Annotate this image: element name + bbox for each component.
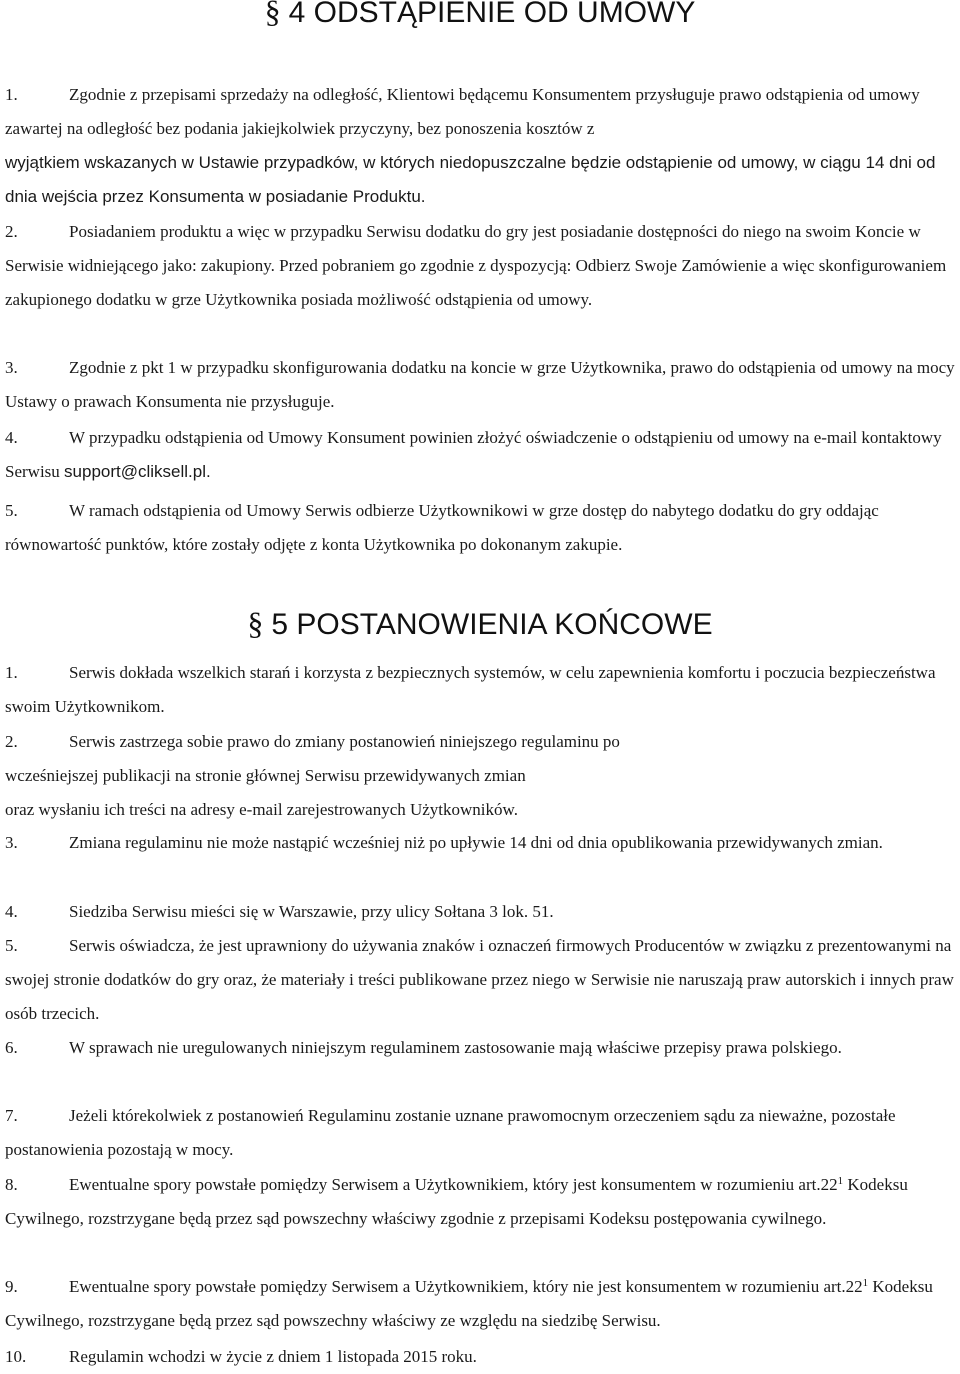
section-4-title: 4 ODSTĄPIENIE OD UMOWY (288, 0, 696, 29)
section-4-heading (0, 0, 960, 30)
clause-text-line-2: wcześniejszej publikacji na stronie głównej Serwisu przewidywanych zmian (5, 766, 526, 785)
clause-number: 8. (5, 1175, 18, 1194)
clause-text: Regulamin wchodzi w życie z dniem 1 listopada 2015 roku. (69, 1347, 477, 1366)
clause-number: 5. (5, 501, 18, 520)
clause-text: W sprawach nie uregulowanych niniejszym regulaminem zastosowanie mają właściwe przepisy prawa polskiego. (69, 1038, 842, 1057)
clause-text: Siedziba Serwisu mieści się w Warszawie, przy ulicy Sołtana 3 lok. 51. (69, 902, 554, 921)
clause-text: Ewentualne spory powstałe pomiędzy Serwisem a Użytkownikiem, który nie jest konsumentem w rozumieniu art.22 (69, 1277, 863, 1296)
clause-text: Zgodnie z przepisami sprzedaży na odległość, Klientowi będącemu Konsumentem przysługuje prawo odstąpienia od umowy zawartej na odległość bez podania jakiejkolwiek przyczyny, bez ponoszenia kosztów z (5, 85, 920, 138)
clause-number: 3. (5, 833, 18, 852)
clause-5-2 (5, 725, 955, 827)
clause-number: 1. (5, 85, 18, 104)
clause-text-line-3: oraz wysłaniu ich treści na adresy e-mail zarejestrowanych Użytkowników. (5, 800, 518, 819)
clause-text: W przypadku odstąpienia od Umowy Konsument powinien złożyć oświadczenie o odstąpieniu od umowy na e-mail kontaktowy Serwisu (5, 428, 942, 481)
clause-4-2 (5, 215, 955, 317)
clause-text: Posiadaniem produktu a więc w przypadku Serwisu dodatku do gry jest posiadanie dostępności do niego na swoim Koncie w Serwisie widniejącego jako: zakupiony. Przed pobraniem go zgodnie z dyspozycją: Odbierz Swoje Zamówienie a więc skonfigurowaniem zakupionego dodatku w grze Użytkownika posiada możliwość odstąpienia od umowy. (5, 222, 947, 309)
support-email: support@cliksell.pl. (64, 462, 211, 481)
superscript-marker: 1 (862, 1277, 869, 1289)
clause-text: Zgodnie z pkt 1 w przypadku skonfigurowania dodatku na koncie w grze Użytkownika, prawo do odstąpienia od umowy na mocy Ustawy o prawach Konsumenta nie przysługuje. (5, 358, 955, 411)
clause-number: 4. (5, 428, 18, 447)
section-5-heading (0, 606, 960, 642)
clause-5-3 (5, 826, 955, 860)
clause-5-5 (5, 929, 955, 1031)
clause-text-line-1: Serwis zastrzega sobie prawo do zmiany postanowień niniejszego regulaminu po (69, 732, 620, 751)
clause-number: 7. (5, 1106, 18, 1125)
clause-5-8 (5, 1168, 955, 1236)
clause-text-continued: Kodeksu Cywilnego, rozstrzygane będą przez sąd powszechny właściwy ze względu na siedzibę Serwisu. (5, 1277, 933, 1330)
clause-number: 4. (5, 902, 18, 921)
clause-5-9 (5, 1270, 955, 1338)
clause-text: Ewentualne spory powstałe pomiędzy Serwisem a Użytkownikiem, który jest konsumentem w rozumieniu art.22 (69, 1175, 838, 1194)
clause-5-6 (5, 1031, 955, 1065)
clause-5-1 (5, 656, 955, 724)
clause-4-5 (5, 494, 955, 562)
section-symbol: § (264, 0, 281, 29)
clause-4-1 (5, 78, 955, 214)
clause-5-10 (5, 1340, 955, 1374)
clause-4-3 (5, 351, 955, 419)
clause-text: Serwis dokłada wszelkich starań i korzysta z bezpiecznych systemów, w celu zapewnienia komfortu i poczucia bezpieczeństwa swoim Użytkownikom. (5, 663, 936, 716)
section-5-title: 5 POSTANOWIENIA KOŃCOWE (271, 608, 713, 641)
clause-5-7 (5, 1099, 955, 1167)
clause-text: W ramach odstąpienia od Umowy Serwis odbierze Użytkownikowi w grze dostęp do nabytego dodatku do gry oddając równowartość punktów, które zostały odjęte z konta Użytkownika po dokonanym zakupie. (5, 501, 879, 554)
clause-number: 2. (5, 732, 18, 751)
clause-number: 9. (5, 1277, 18, 1296)
clause-number: 6. (5, 1038, 18, 1057)
clause-5-4 (5, 895, 955, 929)
clause-number: 10. (5, 1347, 27, 1366)
clause-text: Zmiana regulaminu nie może nastąpić wcześniej niż po upływie 14 dni od dnia opublikowania przewidywanych zmian. (69, 833, 883, 852)
clause-number: 1. (5, 663, 18, 682)
clause-text: Serwis oświadcza, że jest uprawniony do używania znaków i oznaczeń firmowych Producentów w związku z prezentowanymi na swojej stronie dodatków do gry oraz, że materiały i treści publikowane przez niego w Serwisie nie naruszają praw autorskich i innych praw osób trzecich. (5, 936, 954, 1023)
superscript-marker: 1 (837, 1175, 844, 1187)
section-symbol: § (247, 605, 264, 641)
clause-4-4 (5, 421, 955, 489)
clause-text: Jeżeli którekolwiek z postanowień Regulaminu zostanie uznane prawomocnym orzeczeniem sądu za nieważne, pozostałe postanowienia pozostają w mocy. (5, 1106, 896, 1159)
clause-number: 3. (5, 358, 18, 377)
clause-number: 5. (5, 936, 18, 955)
clause-number: 2. (5, 222, 18, 241)
clause-text-continued: wyjątkiem wskazanych w Ustawie przypadków, w których niedopuszczalne będzie odstąpienie od umowy, w ciągu 14 dni od dnia wejścia przez Konsumenta w posiadanie Produktu. (5, 153, 936, 206)
clause-text-continued: Kodeksu Cywilnego, rozstrzygane będą przez sąd powszechny właściwy zgodnie z przepisami Kodeksu postępowania cywilnego. (5, 1175, 908, 1228)
